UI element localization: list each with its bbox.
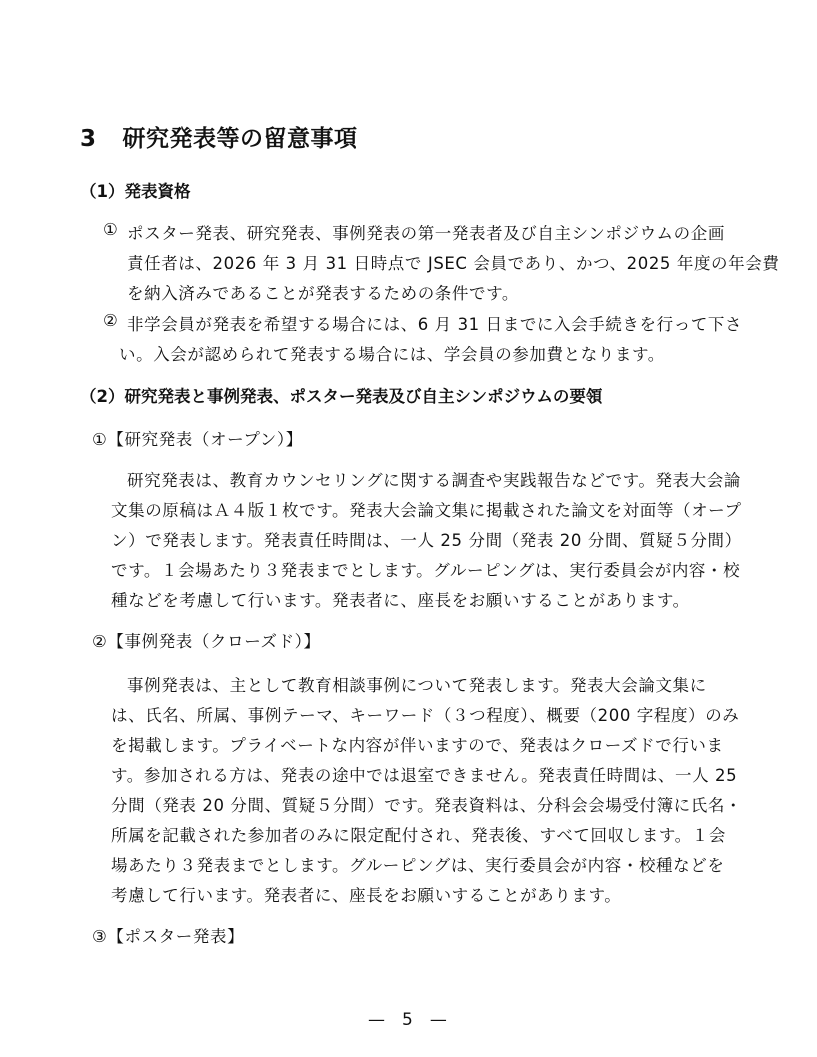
paragraph-line: を納入済みであることが発表するための条件です。 xyxy=(127,284,519,303)
paragraph-line: い。入会が認められて発表する場合には、学会員の参加費となります。 xyxy=(119,345,665,364)
paragraph-line: です。１会場あたり３発表までとします。グルーピングは、実行委員会が内容・校 xyxy=(111,561,741,580)
paragraph-line: 文集の原稿はＡ４版１枚です。発表大会論文集に掲載された論文を対面等（オープ xyxy=(111,501,742,520)
section-title xyxy=(80,120,358,153)
item-title-poster-presentation: ③【ポスター発表】 xyxy=(92,927,245,946)
paragraph-line: 所属を記載された参加者のみに限定配付され、発表後、すべて回収します。１会 xyxy=(111,826,726,845)
paragraph-line: 非学会員が発表を希望する場合には、6 月 31 日までに入会手続きを行って下さ xyxy=(127,315,743,334)
item-marker: ① xyxy=(103,220,119,239)
section-title-text: 研究発表等の留意事項 xyxy=(122,126,358,152)
subsection-heading-qualification: （1）発表資格 xyxy=(80,182,191,201)
paragraph-line: ン）で発表します。発表責任時間は、一人 25 分間（発表 20 分間、質疑５分間） xyxy=(111,531,742,550)
paragraph-line: を掲載します。プライベートな内容が伴いますので、発表はクローズドで行いま xyxy=(111,736,724,755)
paragraph-line: は、氏名、所属、事例テーマ、キーワード（３つ程度）、概要（200 字程度）のみ xyxy=(111,706,740,725)
paragraph-line: す。参加される方は、発表の途中では退室できません。発表責任時間は、一人 25 xyxy=(111,766,738,785)
paragraph-line: 事例発表は、主として教育相談事例について発表します。発表大会論文集に xyxy=(127,676,707,695)
subsection-heading-guidelines: （2）研究発表と事例発表、ポスター発表及び自主シンポジウムの要領 xyxy=(80,387,603,406)
paragraph-line: 研究発表は、教育カウンセリングに関する調査や実践報告などです。発表大会論 xyxy=(127,471,741,490)
item-marker: ② xyxy=(103,311,119,330)
paragraph-line: ポスター発表、研究発表、事例発表の第一発表者及び自主シンポジウムの企画 xyxy=(127,224,725,243)
paragraph-line: 責任者は、2026 年 3 月 31 日時点で JSEC 会員であり、かつ、2025 年度の年会費 xyxy=(127,254,780,273)
section-number: 3 xyxy=(80,126,97,152)
paragraph-line: 種などを考慮して行います。発表者に、座長をお願いすることがあります。 xyxy=(111,591,690,610)
page-number: — 5 — xyxy=(368,1010,447,1030)
paragraph-line: 場あたり３発表までとします。グルーピングは、実行委員会が内容・校種などを xyxy=(111,856,725,875)
paragraph-line: 分間（発表 20 分間、質疑５分間）です。発表資料は、分科会会場受付簿に氏名・ xyxy=(111,796,743,815)
item-title-research-presentation: ①【研究発表（オープン）】 xyxy=(92,430,303,449)
item-title-case-presentation: ②【事例発表（クローズド）】 xyxy=(92,632,321,651)
paragraph-line: 考慮して行います。発表者に、座長をお願いすることがあります。 xyxy=(111,886,622,905)
